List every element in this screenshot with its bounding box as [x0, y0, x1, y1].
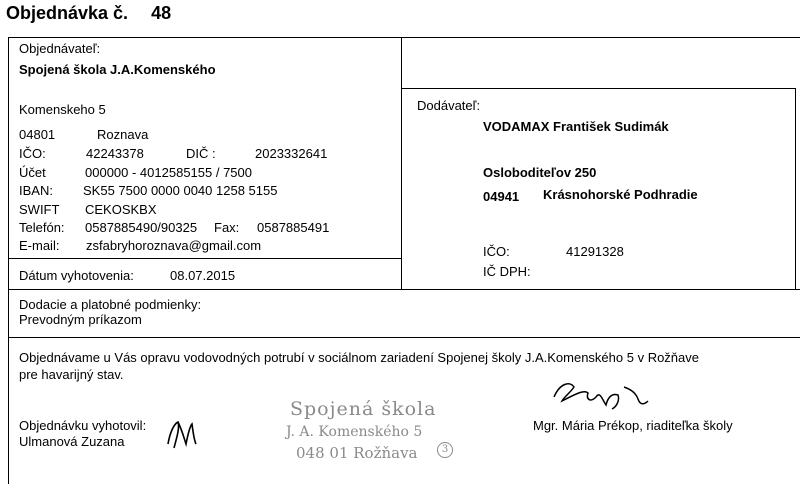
buyer-dic-label: DIČ :	[186, 146, 216, 161]
supplier-ico: 41291328	[566, 244, 624, 259]
buyer-account: 000000 - 4012585155 / 7500	[85, 165, 252, 180]
issued-by: Ulmanová Zuzana	[19, 434, 125, 449]
date-label: Dátum vyhotovenia:	[19, 268, 134, 283]
order-text-line2: pre havarijný stav.	[19, 367, 124, 382]
issuer-signature	[160, 410, 210, 452]
stamp-line2: J. A. Komenského 5	[286, 424, 423, 440]
supplier-ico-label: IČO:	[483, 244, 510, 259]
section-divider	[8, 289, 800, 290]
buyer-street: Komenskeho 5	[19, 102, 106, 117]
page-title	[6, 3, 171, 24]
buyer-ico: 42243378	[86, 146, 144, 161]
supplier-city: Krásnohorské Podhradie	[543, 187, 698, 202]
order-text-line1: Objednávame u Vás opravu vodovodných potrubí v sociálnom zariadení Spojenej školy J.A.Komenského 5 v Rožňave	[19, 350, 699, 365]
buyer-iban: SK55 7500 0000 0040 1258 5155	[83, 183, 278, 198]
supplier-zip: 04941	[483, 189, 520, 204]
buyer-email-label: E-mail:	[19, 238, 60, 253]
supplier-box-right	[795, 88, 796, 289]
supplier-name: VODAMAX František Sudimák	[483, 119, 669, 134]
buyer-swift-label: SWIFT	[19, 202, 60, 217]
buyer-date-divider	[8, 258, 402, 259]
director-name: Mgr. Mária Prékop, riaditeľka školy	[533, 418, 733, 433]
stamp-line3: 048 01 Rožňava	[296, 444, 418, 462]
buyer-name: Spojená škola J.A.Komenského	[19, 62, 216, 77]
terms-value: Prevodným príkazom	[19, 312, 142, 327]
date-value: 08.07.2015	[170, 268, 236, 283]
buyer-fax: 0587885491	[257, 220, 330, 235]
buyer-ico-label: IČO:	[19, 146, 46, 161]
buyer-account-label: Účet	[19, 165, 46, 180]
buyer-dic: 2023332641	[255, 146, 328, 161]
terms-label: Dodacie a platobné podmienky:	[19, 297, 202, 312]
school-stamp	[282, 398, 452, 468]
buyer-iban-label: IBAN:	[19, 183, 53, 198]
supplier-icdph-label: IČ DPH:	[483, 264, 531, 279]
buyer-label: Objednávateľ:	[19, 41, 101, 56]
buyer-phone-label: Telefón:	[19, 220, 65, 235]
supplier-label: Dodávateľ:	[417, 98, 481, 113]
title-label: Objednávka č.	[6, 3, 129, 23]
order-divider	[8, 337, 800, 338]
frame-top	[8, 37, 800, 38]
frame-left	[8, 37, 9, 484]
buyer-city: Roznava	[97, 127, 149, 142]
supplier-box-top	[401, 88, 796, 89]
buyer-box-right	[401, 37, 402, 289]
stamp-number-mark: 3	[437, 442, 453, 458]
buyer-swift: CEKOSKBX	[85, 202, 157, 217]
stamp-line1: Spojená škola	[290, 398, 437, 420]
buyer-email: zsfabryhoroznava@gmail.com	[86, 238, 262, 253]
director-signature	[540, 375, 660, 415]
supplier-street: Osloboditeľov 250	[483, 165, 597, 180]
order-number: 48	[151, 3, 172, 23]
issued-label: Objednávku vyhotovil:	[19, 418, 147, 433]
buyer-phone: 0587885490/90325	[85, 220, 198, 235]
buyer-fax-label: Fax:	[214, 220, 240, 235]
buyer-zip: 04801	[19, 127, 56, 142]
